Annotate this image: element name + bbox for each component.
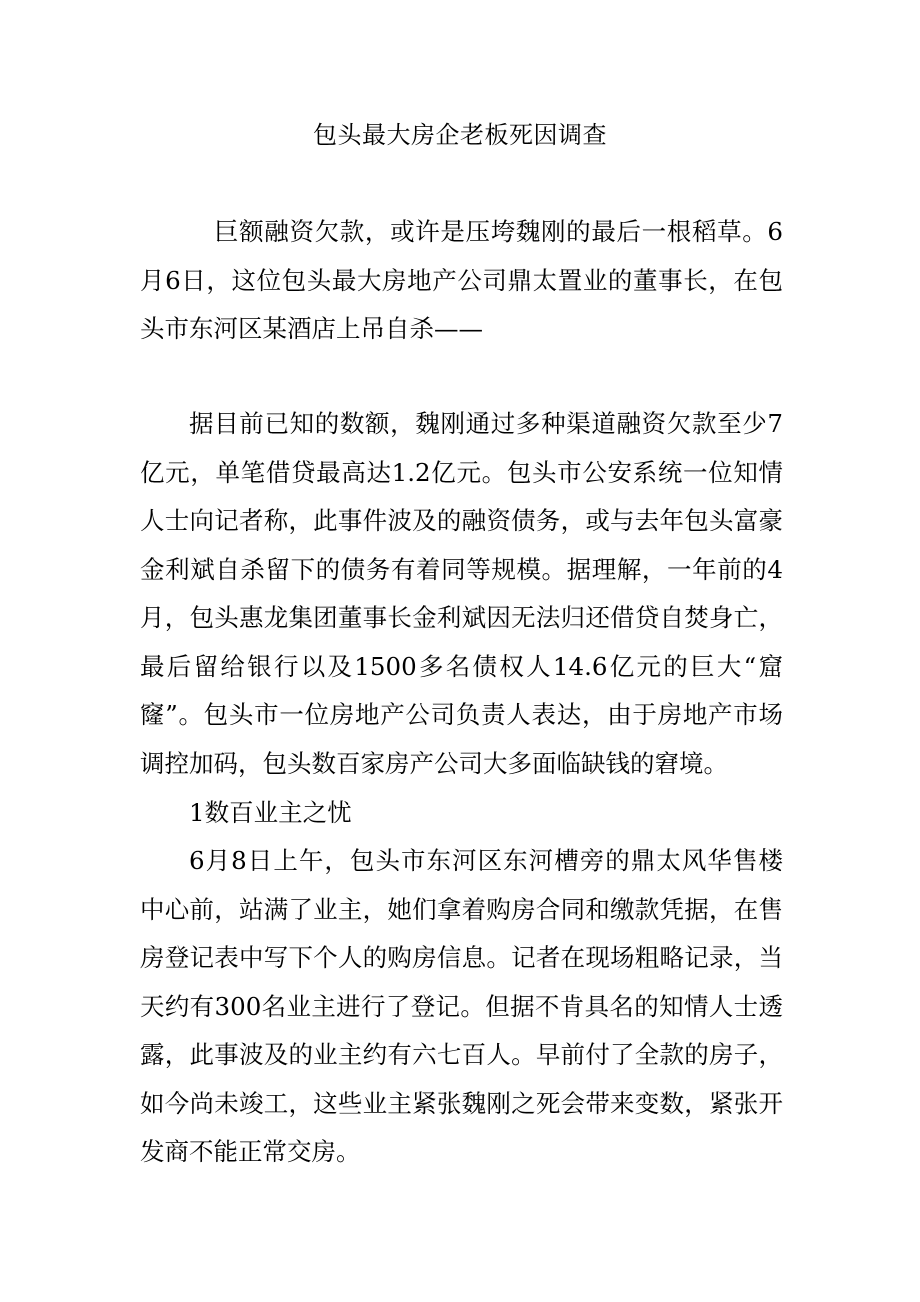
paragraph-owners: 6月8日上午，包头市东河区东河槽旁的鼎太风华售楼中心前，站满了业主，她们拿着购房合同和缴款凭据，在售房登记表中写下个人的购房信息。记者在现场粗略记录，当天约有300名业主进行了登记。但据不肯具名的知情人士透露，此事波及的业主约有六七百人。早前付了全款的房子，如今尚未竣工，这些业主紧张魏刚之死会带来变数，紧张开发商不能正常交房。	[140, 846, 783, 1166]
section-heading: 1数百业主之忧	[189, 798, 352, 827]
document-title: 包头最大房企老板死因调查	[313, 121, 607, 149]
paragraph-debt: 据目前已知的数额，魏刚通过多种渠道融资欠款至少7亿元，单笔借贷最高达1.2亿元。包头市公安系统一位知情人士向记者称，此事件波及的融资债务，或与去年包头富豪金利斌自杀留下的债务有着同等规模。据理解，一年前的4月，包头惠龙集团董事长金利斌因无法归还借贷自焚身亡，最后留给银行以及1500多名债权人14.6亿元的巨大“窟窿”。包头市一位房地产公司负责人表达，由于房地产市场调控加码，包头数百家房产公司大多面临缺钱的窘境。	[140, 409, 783, 778]
paragraph-intro: 巨额融资欠款，或许是压垮魏刚的最后一根稻草。6月6日，这位包头最大房地产公司鼎太置业的董事长，在包头市东河区某酒店上吊自杀——	[140, 217, 783, 343]
